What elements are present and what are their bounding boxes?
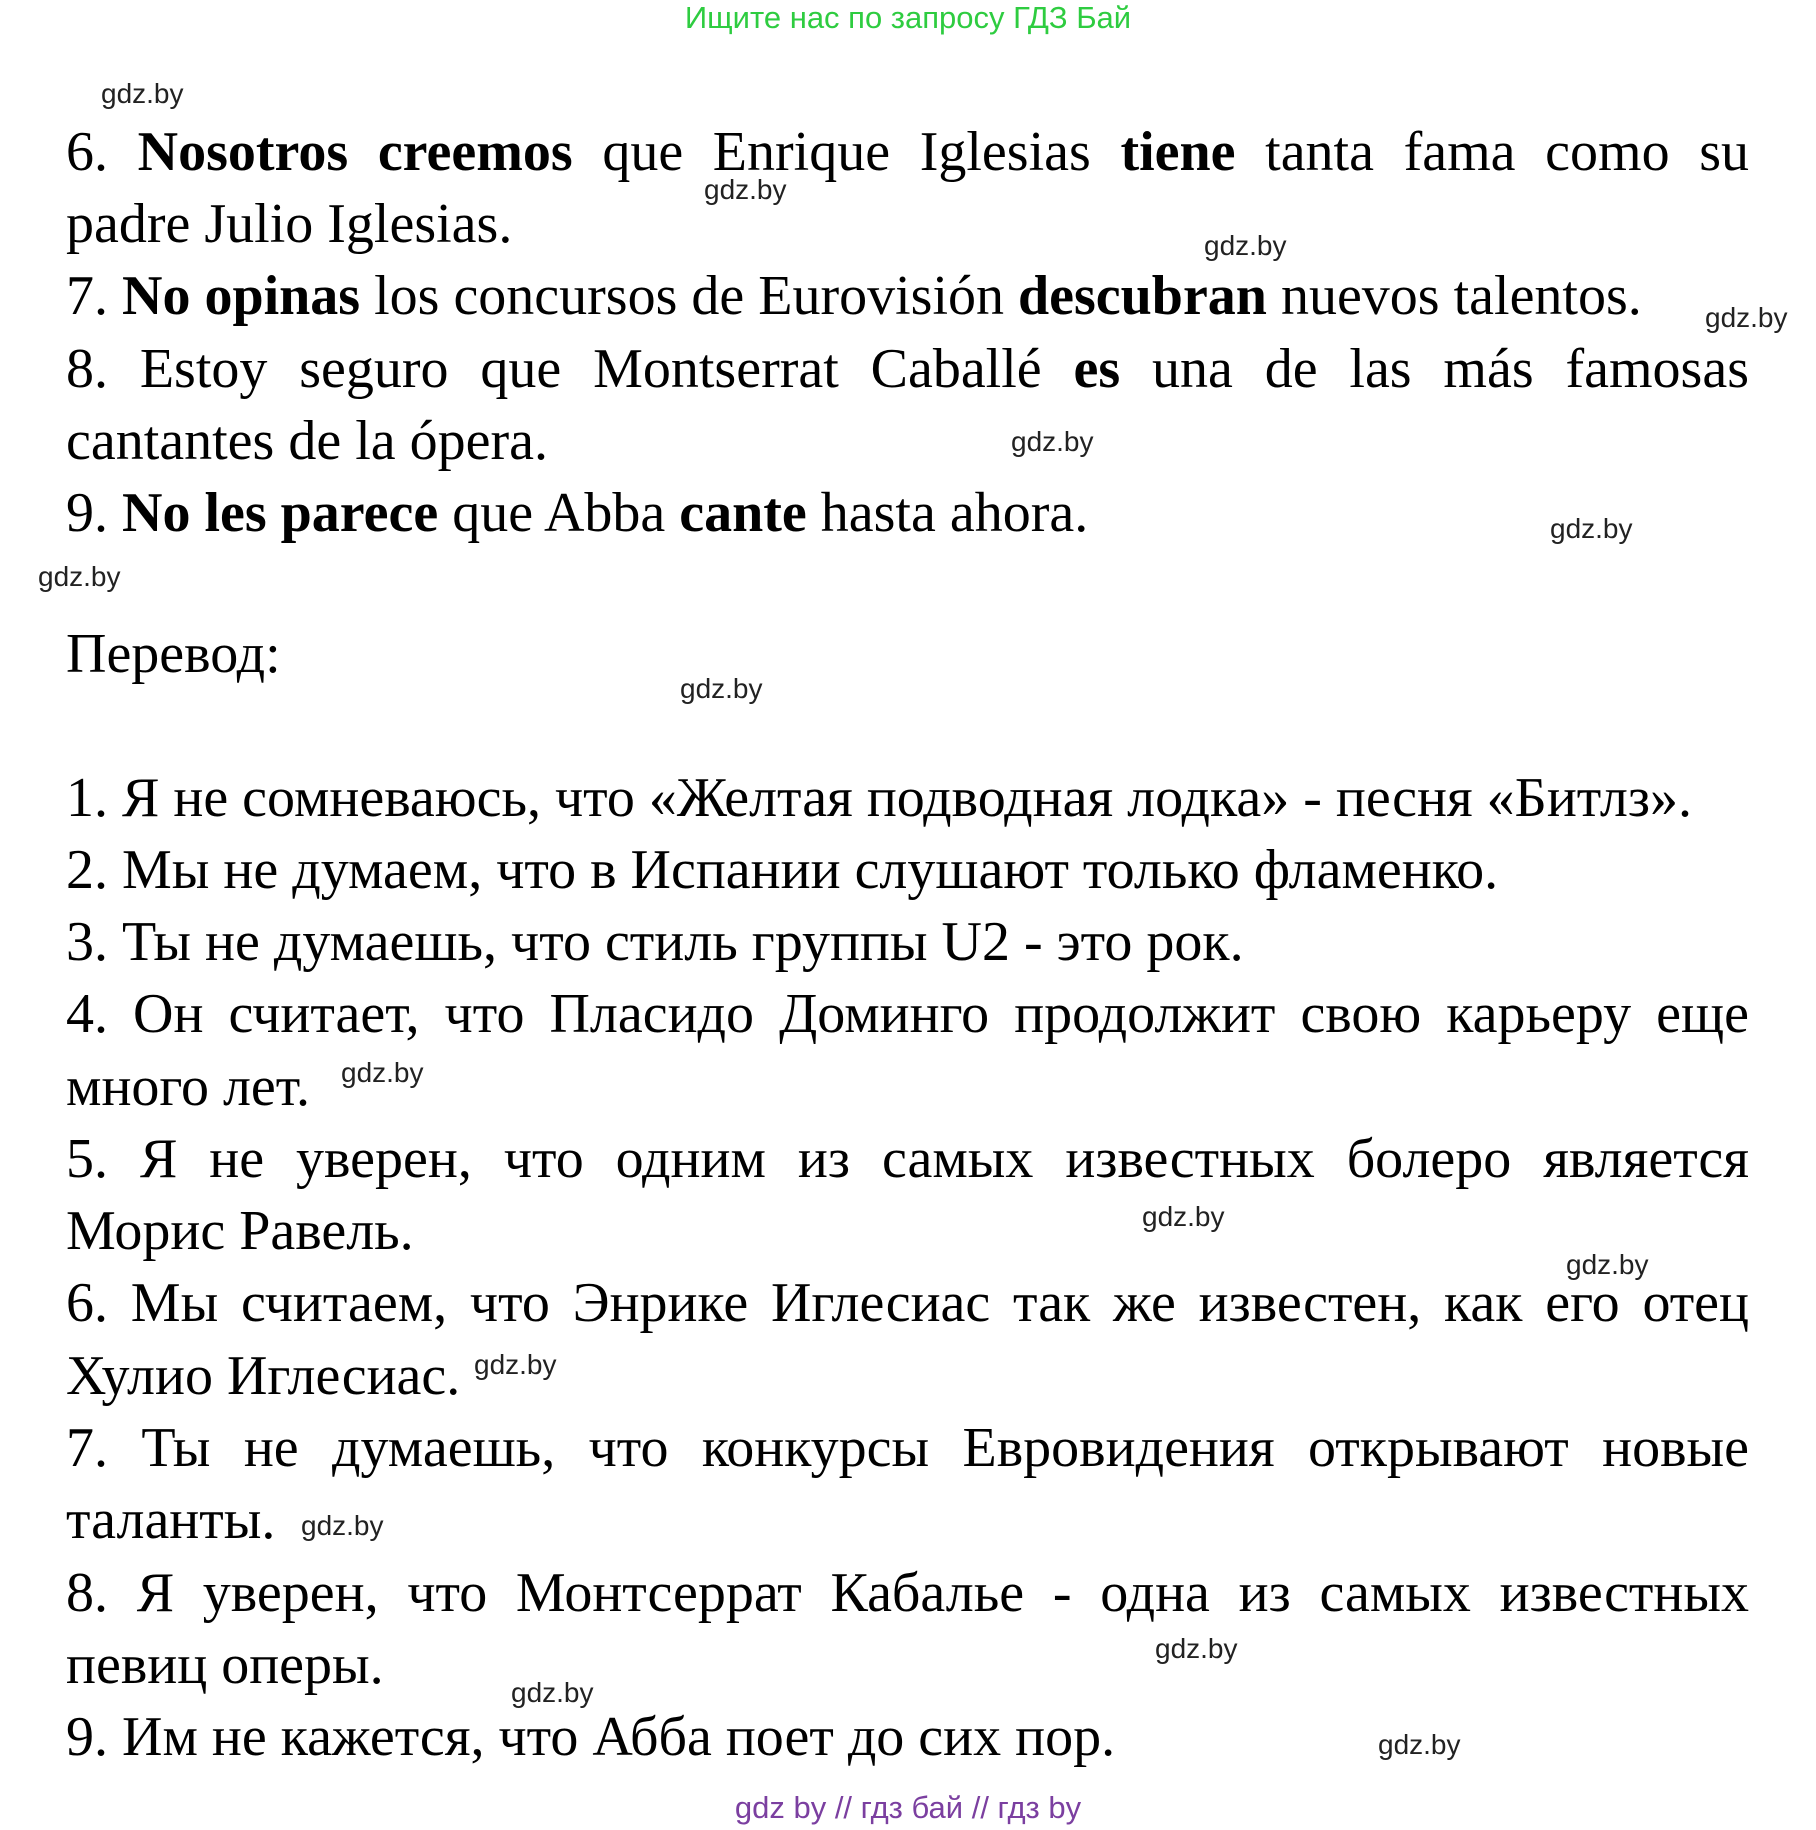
translation-sentence-7-line-2: таланты. bbox=[66, 1489, 276, 1551]
spanish-sentence-8-line-1: 8. Estoy seguro que Montserrat Caballé es una de las más famosas bbox=[66, 338, 1749, 400]
watermark: gdz.by bbox=[704, 174, 787, 205]
top-banner: Ищите нас по запросу ГДЗ Бай bbox=[684, 0, 1132, 35]
spanish-sentence-6-line-2: padre Julio Iglesias. bbox=[66, 193, 513, 255]
spanish-sentence-9: 9. No les parece que Abba cante hasta ahora. bbox=[66, 482, 1089, 544]
watermark: gdz.by bbox=[301, 1510, 384, 1541]
translation-sentence-9: 9. Им не кажется, что Абба поет до сих пор. bbox=[66, 1706, 1116, 1768]
translation-sentence-1: 1. Я не сомневаюсь, что «Желтая подводная лодка» - песня «Битлз». bbox=[66, 767, 1692, 829]
watermark: gdz.by bbox=[101, 78, 184, 109]
watermark: gdz.by bbox=[341, 1057, 424, 1088]
watermark: gdz.by bbox=[1142, 1201, 1225, 1232]
translation-sentence-4-line-1: 4. Он считает, что Пласидо Доминго продолжит свою карьеру еще bbox=[66, 983, 1749, 1045]
watermark: gdz.by bbox=[474, 1349, 557, 1380]
spanish-sentence-7: 7. No opinas los concursos de Eurovisión descubran nuevos talentos. bbox=[66, 265, 1642, 327]
translation-sentence-2: 2. Мы не думаем, что в Испании слушают только фламенко. bbox=[66, 839, 1499, 901]
translation-sentence-6-line-2: Хулио Иглесиас. bbox=[66, 1345, 461, 1407]
watermark: gdz.by bbox=[1378, 1729, 1461, 1760]
translation-sentence-4-line-2: много лет. bbox=[66, 1056, 311, 1118]
watermark: gdz.by bbox=[38, 561, 121, 592]
translation-sentence-8-line-1: 8. Я уверен, что Монтсеррат Кабалье - одна из самых известных bbox=[66, 1562, 1749, 1624]
translation-heading: Перевод: bbox=[66, 623, 281, 685]
translation-sentence-3: 3. Ты не думаешь, что стиль группы U2 - это рок. bbox=[66, 911, 1244, 973]
translation-sentence-5-line-1: 5. Я не уверен, что одним из самых известных болеро является bbox=[66, 1128, 1749, 1190]
translation-sentence-7-line-1: 7. Ты не думаешь, что конкурсы Евровидения открывают новые bbox=[66, 1417, 1749, 1479]
watermark: gdz.by bbox=[680, 673, 763, 704]
watermark: gdz.by bbox=[1566, 1249, 1649, 1280]
watermark: gdz.by bbox=[1204, 230, 1287, 261]
watermark: gdz.by bbox=[511, 1677, 594, 1708]
watermark: gdz.by bbox=[1705, 302, 1788, 333]
watermark: gdz.by bbox=[1011, 426, 1094, 457]
watermark: gdz.by bbox=[1550, 513, 1633, 544]
translation-sentence-5-line-2: Морис Равель. bbox=[66, 1200, 414, 1262]
spanish-sentence-8-line-2: cantantes de la ópera. bbox=[66, 410, 548, 472]
translation-sentence-8-line-2: певиц оперы. bbox=[66, 1634, 384, 1696]
translation-sentence-6-line-1: 6. Мы считаем, что Энрике Иглесиас так же известен, как его отец bbox=[66, 1272, 1749, 1334]
watermark: gdz.by bbox=[1155, 1633, 1238, 1664]
footer-banner: gdz by // гдз бай // гдз by bbox=[734, 1790, 1082, 1825]
spanish-sentence-6-line-1: 6. Nosotros creemos que Enrique Iglesias tiene tanta fama como su bbox=[66, 121, 1749, 183]
